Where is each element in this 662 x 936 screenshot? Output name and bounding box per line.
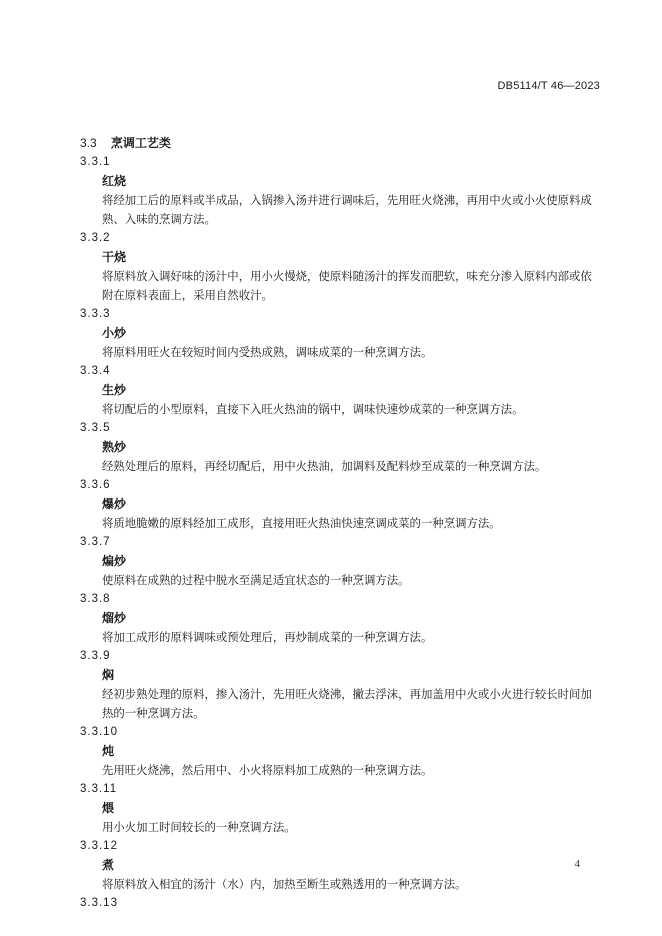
page-number: 4: [574, 858, 580, 870]
entry-3-3-10: [80, 723, 600, 780]
entry-term: 煸炒: [102, 554, 127, 568]
section-title: 烹调工艺类: [110, 136, 171, 150]
entry-number: 3.3.7: [80, 536, 111, 548]
entry-definition: 将原料放入相宜的汤汁（水）内，加热至断生或熟透用的一种烹调方法。: [102, 877, 467, 891]
entry-number: 3.3.8: [80, 593, 111, 605]
entry-number: 3.3.4: [80, 365, 111, 377]
entry-term: 小炒: [102, 326, 127, 340]
entry-term: 红烧: [102, 174, 127, 188]
entry-3-3-12: [80, 837, 600, 894]
section-number: 3.3: [80, 136, 97, 150]
entry-definition: 经初步熟处理的原料，掺入汤汁，先用旺火烧沸，撇去浮沫，再加盖用中火或小火进行较长时间加热的一种烹调方法。: [102, 687, 592, 720]
entry-term: 焖: [102, 668, 115, 682]
entry-definition: 将加工成形的原料调味或预处理后，再炒制成菜的一种烹调方法。: [102, 630, 433, 644]
entry-definition: 将质地脆嫩的原料经加工成形，直接用旺火热油快速烹调成菜的一种烹调方法。: [102, 516, 501, 530]
entry-definition: 将切配后的小型原料，直接下入旺火热油的锅中，调味快速炒成菜的一种烹调方法。: [102, 402, 524, 416]
entry-term: 干烧: [102, 250, 127, 264]
entry-term: 炖: [102, 744, 115, 758]
entry-3-3-3: [80, 305, 600, 362]
entry-definition: 将原料放入调好味的汤汁中，用小火慢烧，使原料随汤汁的挥发而肥软，味充分渗入原料内部或依附在原料表面上，采用自然收汁。: [102, 269, 592, 302]
entry-3-3-9: [80, 647, 600, 723]
entry-term: 煮: [102, 858, 115, 872]
entry-term: 煨: [102, 801, 115, 815]
entry-term: 熘炒: [102, 611, 127, 625]
entry-3-3-8: [80, 590, 600, 647]
entry-term: 生炒: [102, 383, 127, 397]
entry-3-3-2: [80, 229, 600, 305]
entry-number: 3.3.9: [80, 650, 111, 662]
entry-number: 3.3.13: [80, 897, 118, 909]
entry-number: 3.3.5: [80, 422, 111, 434]
entry-3-3-4: [80, 362, 600, 419]
entry-number: 3.3.10: [80, 726, 118, 738]
entry-3-3-5: [80, 419, 600, 476]
entry-3-3-7: [80, 533, 600, 590]
entry-definition: 使原料在成熟的过程中脱水至满足适宜状态的一种烹调方法。: [102, 573, 410, 587]
entry-term: 熟炒: [102, 440, 127, 454]
entry-number: 3.3.11: [80, 783, 118, 795]
entry-number: 3.3.3: [80, 308, 111, 320]
entry-number: 3.3.12: [80, 840, 118, 852]
entry-number: 3.3.2: [80, 232, 111, 244]
entry-number: 3.3.1: [80, 156, 111, 168]
section-heading: [80, 134, 600, 153]
entry-3-3-6: [80, 476, 600, 533]
entry-number: 3.3.6: [80, 479, 111, 491]
document-header-code: DB5114/T 46—2023: [497, 80, 600, 92]
entry-definition: 用小火加工时间较长的一种烹调方法。: [102, 820, 296, 834]
entry-definition: 将原料用旺火在较短时间内受热成熟，调味成菜的一种烹调方法。: [102, 345, 433, 359]
document-content: [80, 134, 600, 913]
entry-term: 爆炒: [102, 497, 127, 511]
entry-3-3-13: [80, 894, 600, 913]
entry-3-3-11: [80, 780, 600, 837]
entry-definition: 先用旺火烧沸，然后用中、小火将原料加工成熟的一种烹调方法。: [102, 763, 433, 777]
entry-definition: 经熟处理后的原料，再经切配后，用中火热油，加调料及配料炒至成菜的一种烹调方法。: [102, 459, 547, 473]
entry-3-3-1: [80, 153, 600, 229]
entry-definition: 将经加工后的原料或半成品，入锅掺入汤并进行调味后，先用旺火烧沸，再用中火或小火使原料成熟、入味的烹调方法。: [102, 193, 592, 226]
